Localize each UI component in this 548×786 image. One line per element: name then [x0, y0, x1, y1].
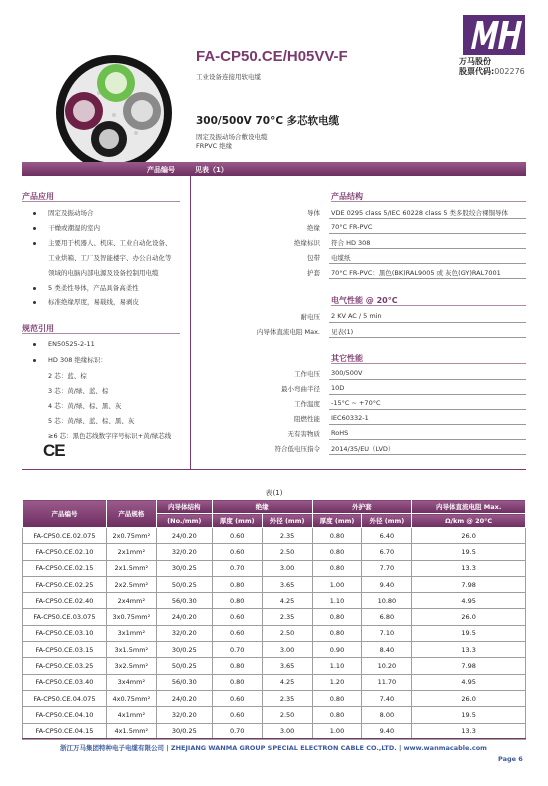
table-cell: 7.10 [362, 625, 412, 641]
table-cell: 50/0.25 [156, 658, 212, 674]
table-cell: 32/0.20 [156, 625, 212, 641]
table-cell: 4x1.5mm² [106, 723, 156, 739]
table-cell: 13.3 [412, 723, 526, 739]
header-insulation-thickness: 厚度 (mm) [212, 514, 262, 528]
row-underline [329, 248, 526, 249]
table-cell: 0.80 [212, 576, 262, 592]
table-cell: FA-CP50.CE.04.075 [23, 690, 107, 706]
standards-title: 规范引用 [22, 324, 54, 333]
table-cell: 2.35 [262, 609, 312, 625]
table-cell: 0.80 [312, 625, 362, 641]
row-underline [329, 278, 526, 279]
table-cell: 0.80 [212, 658, 262, 674]
header-sheath-od: 外径 (mm) [362, 514, 412, 528]
table-cell: FA-CP50.CE.02.10 [23, 544, 107, 560]
table-row [23, 674, 526, 690]
other-value: 2014/35/EU（LVD） [331, 445, 395, 453]
table-cell: 0.60 [212, 544, 262, 560]
table-cell: 13.3 [412, 642, 526, 658]
table-cell: 0.80 [312, 528, 362, 544]
structure-value: 70°C FR-PVC [331, 223, 373, 231]
application-item: 主要用于机器人、机床、工业自动化设备、 [33, 238, 172, 247]
table-cell: 7.70 [362, 560, 412, 576]
table-cell: 26.0 [412, 690, 526, 706]
table-cell: 1.10 [312, 658, 362, 674]
structure-value: 电缆纸 [331, 254, 351, 262]
table-cell: 19.5 [412, 707, 526, 723]
table-cell: 56/0.30 [156, 593, 212, 609]
table-cell: 2x4mm² [106, 593, 156, 609]
table-cell: 0.80 [312, 544, 362, 560]
other-value: RoHS [331, 429, 349, 437]
table-row [23, 528, 526, 544]
standards-divider [22, 333, 180, 334]
row-underline [329, 409, 526, 410]
other-label: 最小弯曲半径 [281, 385, 320, 393]
product-title: FA-CP50.CE/H05VV-F [196, 48, 348, 65]
application-item-cont: 工业烘箱、工厂及智能楼宇、办公自动化等 [48, 254, 172, 262]
stock-code-label: 股票代码: [459, 67, 495, 76]
product-table [22, 499, 526, 740]
table-row [23, 609, 526, 625]
header-sheath: 外护套 [312, 500, 412, 514]
table-cell: 4.95 [412, 593, 526, 609]
table-cell: 24/0.20 [156, 609, 212, 625]
application-item: 标准绝缘厚度，易载线，易剥皮 [33, 297, 139, 306]
table-cell: 26.0 [412, 528, 526, 544]
table-cell: FA-CP50.CE.03.40 [23, 674, 107, 690]
row-underline [329, 218, 526, 219]
table-cell: 8.40 [362, 642, 412, 658]
table-cell: 3.00 [262, 642, 312, 658]
table-cell: 0.70 [212, 642, 262, 658]
other-label: 阻燃性能 [294, 415, 320, 423]
spec-subtitle-2: FRPVC 绝缘 [196, 142, 233, 150]
table-cell: 26.0 [412, 609, 526, 625]
table-cell: 24/0.20 [156, 528, 212, 544]
table-cell: 30/0.25 [156, 560, 212, 576]
structure-divider [331, 201, 526, 202]
table-cell: 19.5 [412, 625, 526, 641]
table-cell: 7.98 [412, 658, 526, 674]
row-underline [329, 394, 526, 395]
application-item: 5 类柔性导体，产品具备高柔性 [33, 283, 139, 292]
table-cell: FA-CP50.CE.03.075 [23, 609, 107, 625]
stock-code-value: 002276 [494, 67, 525, 76]
table-cell: 8.00 [362, 707, 412, 723]
cable-cross-section-image [54, 53, 174, 173]
color-code-item: 3 芯：黄/绿、蓝、棕 [48, 387, 109, 395]
structure-value: 70°C FR-PVC：黑色(BK)RAL9005 或 灰色(GY)RAL7001 [331, 269, 501, 277]
table-row [23, 593, 526, 609]
table-cell: 3x1.5mm² [106, 642, 156, 658]
row-underline [329, 337, 526, 338]
table-cell: FA-CP50.CE.04.15 [23, 723, 107, 739]
table-cell: 6.70 [362, 544, 412, 560]
table-cell: FA-CP50.CE.03.15 [23, 642, 107, 658]
table-cell: 13.3 [412, 560, 526, 576]
table-cell: 1.20 [312, 674, 362, 690]
standard-item: EN50525-2-11 [33, 340, 95, 348]
application-item: 固定及振动场合 [33, 208, 94, 217]
table-cell: 0.80 [312, 707, 362, 723]
header-insulation-od: 外径 (mm) [262, 514, 312, 528]
table-cell: 9.40 [362, 723, 412, 739]
table-cell: 3x2.5mm² [106, 658, 156, 674]
table-cell: 0.90 [312, 642, 362, 658]
structure-label: 护套 [307, 269, 320, 277]
table-row [23, 576, 526, 592]
band-see-table: 见表（1） [195, 166, 228, 174]
other-divider [331, 363, 526, 364]
table-cell: 4.95 [412, 674, 526, 690]
electrical-value: 见表(1) [331, 328, 354, 336]
table-cell: 32/0.20 [156, 707, 212, 723]
table-cell: 3x0.75mm² [106, 609, 156, 625]
header-conductor-unit: (No./mm) [156, 514, 212, 528]
structure-label: 导体 [307, 209, 320, 217]
table-row [23, 658, 526, 674]
table-row [23, 723, 526, 739]
table-cell: 30/0.25 [156, 723, 212, 739]
other-label: 符合低电压指令 [274, 445, 320, 453]
table-cell: 0.60 [212, 609, 262, 625]
color-code-item: 5 芯：黄/绿、蓝、棕、黑、灰 [48, 417, 135, 425]
electrical-title: 电气性能 @ 20°C [331, 296, 398, 305]
wanma-logo-icon [463, 15, 525, 55]
table-cell: 0.60 [212, 625, 262, 641]
table-cell: 0.80 [312, 690, 362, 706]
table-cell: 3x1mm² [106, 625, 156, 641]
spec-subtitle-1: 固定及振动场合敷设电缆 [196, 133, 268, 141]
header-spec: 产品规格 [106, 500, 156, 528]
color-code-item: 2 芯：蓝、棕 [48, 372, 87, 380]
footer-rule [22, 738, 526, 739]
table-row [23, 642, 526, 658]
table-cell: 0.80 [312, 560, 362, 576]
table-cell: 3.65 [262, 658, 312, 674]
table-cell: FA-CP50.CE.02.15 [23, 560, 107, 576]
table-cell: 0.60 [212, 528, 262, 544]
table-cell: 0.60 [212, 690, 262, 706]
table-cell: 11.70 [362, 674, 412, 690]
application-item: 干燥或潮湿的室内 [33, 223, 100, 232]
other-value: 10D [331, 384, 345, 392]
row-underline [329, 379, 526, 380]
application-divider [22, 201, 180, 202]
header-product-no: 产品编号 [23, 500, 107, 528]
table-cell: 2.50 [262, 707, 312, 723]
product-subtitle: 工业设备连接用软电缆 [196, 73, 261, 81]
table-cell: FA-CP50.CE.02.40 [23, 593, 107, 609]
row-underline [329, 424, 526, 425]
table-cell: 2x1mm² [106, 544, 156, 560]
table-cell: 4x0.75mm² [106, 690, 156, 706]
table-cell: 9.40 [362, 576, 412, 592]
table-cell: 0.60 [212, 707, 262, 723]
other-value: IEC60332-1 [331, 414, 369, 422]
structure-value: 符合 HD 308 [331, 239, 371, 247]
table-cell: 6.80 [362, 609, 412, 625]
table-row [23, 560, 526, 576]
table-cell: 56/0.30 [156, 674, 212, 690]
spec-heading: 300/500V 70°C 多芯软电缆 [196, 115, 340, 127]
table-cell: 1.00 [312, 576, 362, 592]
row-underline [329, 454, 526, 455]
table-cell: 4x1mm² [106, 707, 156, 723]
electrical-divider [331, 305, 526, 306]
table-cell: FA-CP50.CE.03.25 [23, 658, 107, 674]
row-underline [329, 233, 526, 234]
ce-mark: CE [43, 441, 65, 460]
table-row [23, 544, 526, 560]
other-label: 工作电压 [294, 370, 320, 378]
table-row [23, 707, 526, 723]
table-cell: 0.80 [212, 593, 262, 609]
table-cell: 50/0.25 [156, 576, 212, 592]
row-underline [329, 322, 526, 323]
header-sheath-thickness: 厚度 (mm) [312, 514, 362, 528]
table-cell: 3.65 [262, 576, 312, 592]
table-cell: 2.35 [262, 528, 312, 544]
electrical-value: 2 KV AC / 5 min [331, 312, 382, 320]
table-row [23, 625, 526, 641]
table-cell: 4.25 [262, 674, 312, 690]
table-cell: 0.80 [212, 674, 262, 690]
electrical-label: 耐电压 [300, 313, 320, 321]
page-number: Page 6 [498, 755, 523, 763]
table-cell: 30/0.25 [156, 642, 212, 658]
other-label: 无有害物质 [287, 430, 320, 438]
table-caption: 表(1) [265, 489, 283, 497]
table-cell: 3.00 [262, 723, 312, 739]
table-cell: 7.40 [362, 690, 412, 706]
structure-label: 绝缘 [307, 224, 320, 232]
table-cell: 0.70 [212, 723, 262, 739]
header-resistance-unit: Ω/km @ 20°C [412, 514, 526, 528]
table-cell: 3.00 [262, 560, 312, 576]
table-cell: 2x0.75mm² [106, 528, 156, 544]
footer-text: 浙江万马集团特种电子电缆有限公司 | ZHEJIANG WANMA GROUP SPECIAL ELECTRON CABLE CO.,LTD. | www.wanmacable.com [60, 744, 487, 752]
standard-item: HD 308 绝缘标识： [33, 355, 107, 364]
table-cell: FA-CP50.CE.03.10 [23, 625, 107, 641]
electrical-label: 内导体直流电阻 Max. [256, 328, 320, 336]
row-underline [329, 263, 526, 264]
color-code-item: 4 芯：黄/绿、棕、黑、灰 [48, 402, 122, 410]
company-name: 万马股份 [459, 57, 491, 66]
table-cell: 1.00 [312, 723, 362, 739]
table-cell: 2.50 [262, 625, 312, 641]
other-title: 其它性能 [331, 354, 363, 363]
column-divider [190, 176, 191, 469]
stock-code [459, 66, 525, 77]
table-cell: 19.5 [412, 544, 526, 560]
application-title: 产品应用 [22, 192, 54, 201]
header-resistance: 内导体直流电阻 Max. [412, 500, 526, 514]
structure-title: 产品结构 [331, 192, 363, 201]
row-underline [329, 439, 526, 440]
table-cell: 7.98 [412, 576, 526, 592]
table-cell: 24/0.20 [156, 690, 212, 706]
other-label: 工作温度 [294, 400, 320, 408]
table-cell: FA-CP50.CE.02.075 [23, 528, 107, 544]
color-code-item: ≥6 芯：黑色芯线数字序号标识+黄/绿芯线 [48, 432, 172, 440]
table-cell: 0.80 [312, 609, 362, 625]
structure-label: 包带 [307, 254, 320, 262]
table-cell: 32/0.20 [156, 544, 212, 560]
table-cell: 10.80 [362, 593, 412, 609]
table-cell: FA-CP50.CE.02.25 [23, 576, 107, 592]
table-cell: 3x4mm² [106, 674, 156, 690]
table-cell: 10.20 [362, 658, 412, 674]
table-cell: 2.50 [262, 544, 312, 560]
section-bottom-rule [22, 469, 526, 470]
other-value: -15°C ~ +70°C [331, 399, 381, 407]
structure-label: 绝缘标识 [294, 239, 320, 247]
table-row [23, 690, 526, 706]
table-cell: 1.10 [312, 593, 362, 609]
table-cell: FA-CP50.CE.04.10 [23, 707, 107, 723]
table-cell: 2x2.5mm² [106, 576, 156, 592]
table-cell: 0.70 [212, 560, 262, 576]
header-conductor: 内导体结构 [156, 500, 212, 514]
band-product-no-label: 产品编号 [147, 166, 175, 174]
table-cell: 2x1.5mm² [106, 560, 156, 576]
application-item-cont: 领域的电脑内部电源及设备控制用电缆 [48, 269, 159, 277]
table-cell: 4.25 [262, 593, 312, 609]
product-number-band [22, 162, 526, 176]
structure-value: VDE 0295 class 5/IEC 60228 class 5 类多股绞合裸铜导体 [331, 209, 509, 217]
header-insulation: 绝缘 [212, 500, 312, 514]
table-cell: 6.40 [362, 528, 412, 544]
other-value: 300/500V [331, 369, 363, 377]
table-cell: 2.35 [262, 690, 312, 706]
